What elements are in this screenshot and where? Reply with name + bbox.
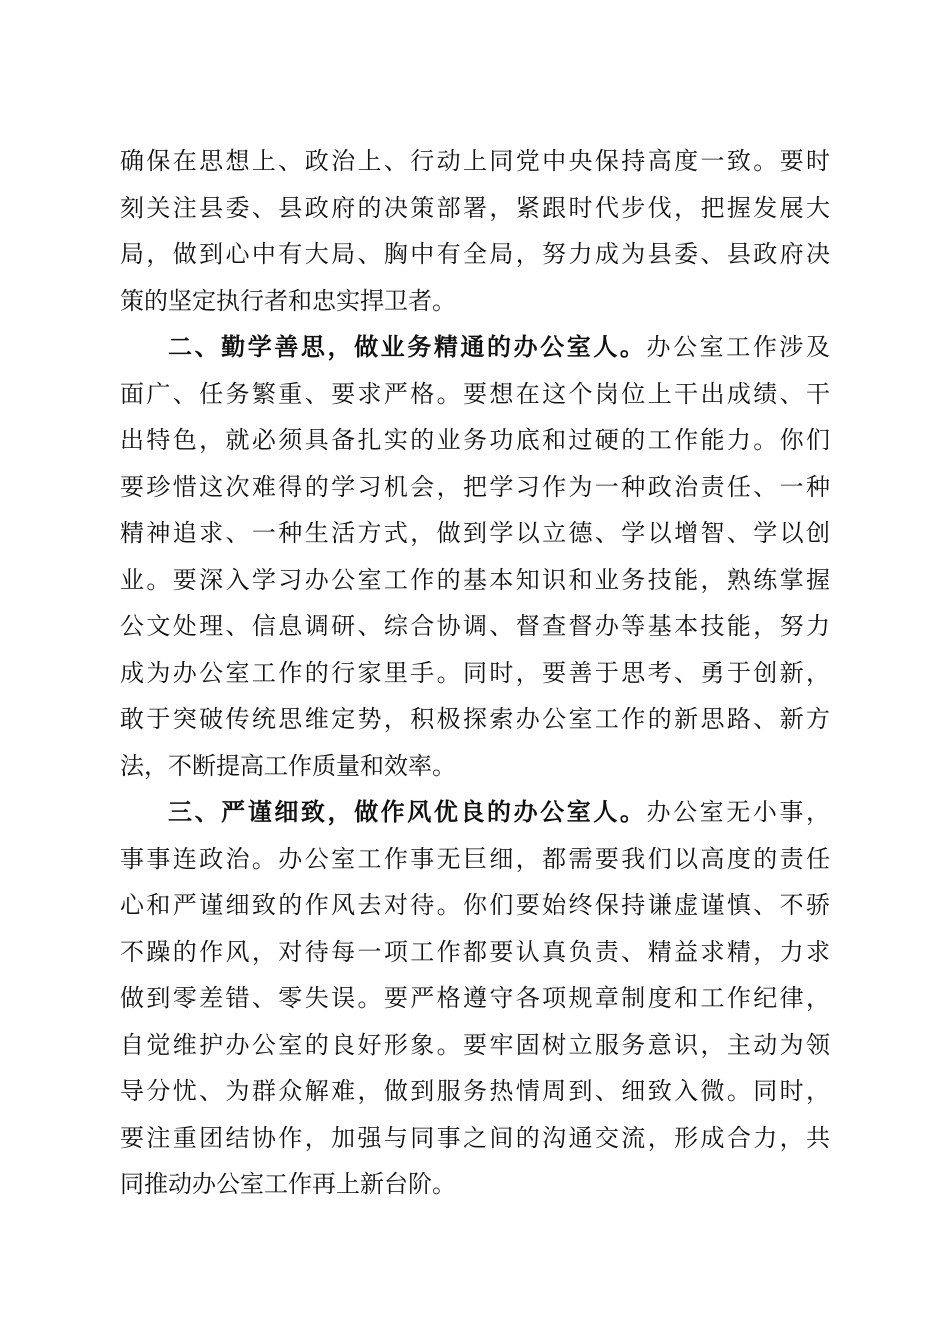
- paragraph-line: 业。要深入学习办公室工作的基本知识和业务技能，熟练掌握: [120, 565, 830, 594]
- paragraph-line: 要珍惜这次难得的学习机会，把学习作为一种政治责任、一种: [120, 472, 830, 501]
- paragraph-line: 敢于突破传统思维定势，积极探索办公室工作的新思路、新方: [120, 705, 830, 733]
- paragraph-line: 局，做到心中有大局、胸中有全局，努力成为县委、县政府决: [120, 240, 830, 268]
- section-2-first-line: [120, 324, 830, 371]
- paragraph-line: 精神追求、一种生活方式，做到学以立德、学以增智、学以创: [120, 519, 830, 547]
- paragraph-line: 自觉维护办公室的良好形象。要牢固树立服务意识，主动为领: [120, 1030, 830, 1059]
- section-3-heading: 三、严谨细致，做作风优良的办公室人。: [168, 797, 647, 826]
- paragraph-line: 成为办公室工作的行家里手。同时，要善于思考、勇于创新，: [120, 658, 830, 687]
- document-body: [120, 138, 830, 1208]
- paragraph-line: 心和严谨细致的作风去对待。你们要始终保持谦虚谨慎、不骄: [120, 891, 830, 919]
- paragraph-line: 做到零差错、零失误。要严格遵守各项规章制度和工作纪律，: [120, 984, 830, 1012]
- paragraph-line: 确保在思想上、政治上、行动上同党中央保持高度一致。要时: [120, 147, 830, 175]
- paragraph-line: 公文处理、信息调研、综合协调、督查督办等基本技能，努力: [120, 612, 830, 640]
- paragraph-line: 出特色，就必须具备扎实的业务功底和过硬的工作能力。你们: [120, 426, 830, 454]
- paragraph-line: 策的坚定执行者和忠实捍卫者。: [120, 286, 456, 315]
- section-3-first-line-text: 办公室无小事，: [646, 798, 830, 826]
- paragraph-line: 刻关注县委、县政府的决策部署，紧跟时代步伐，把握发展大: [120, 193, 830, 222]
- paragraph-line: 同推动办公室工作再上新台阶。: [120, 1170, 456, 1198]
- paragraph-line: 面广、任务繁重、要求严格。要想在这个岗位上干出成绩、干: [120, 379, 830, 408]
- paragraph-line: 事事连政治。办公室工作事无巨细，都需要我们以高度的责任: [120, 844, 830, 873]
- section-2-first-line-text: 办公室工作涉及: [646, 333, 830, 361]
- paragraph-line: 法，不断提高工作质量和效率。: [120, 751, 456, 780]
- section-2-heading: 二、勤学善思，做业务精通的办公室人。: [168, 332, 647, 361]
- section-3-first-line: [120, 789, 830, 836]
- paragraph-line: 不躁的作风，对待每一项工作都要认真负责、精益求精，力求: [120, 937, 830, 966]
- paragraph-line: 要注重团结协作，加强与同事之间的沟通交流，形成合力，共: [120, 1123, 830, 1152]
- paragraph-line: 导分忧、为群众解难，做到服务热情周到、细致入微。同时，: [120, 1077, 830, 1105]
